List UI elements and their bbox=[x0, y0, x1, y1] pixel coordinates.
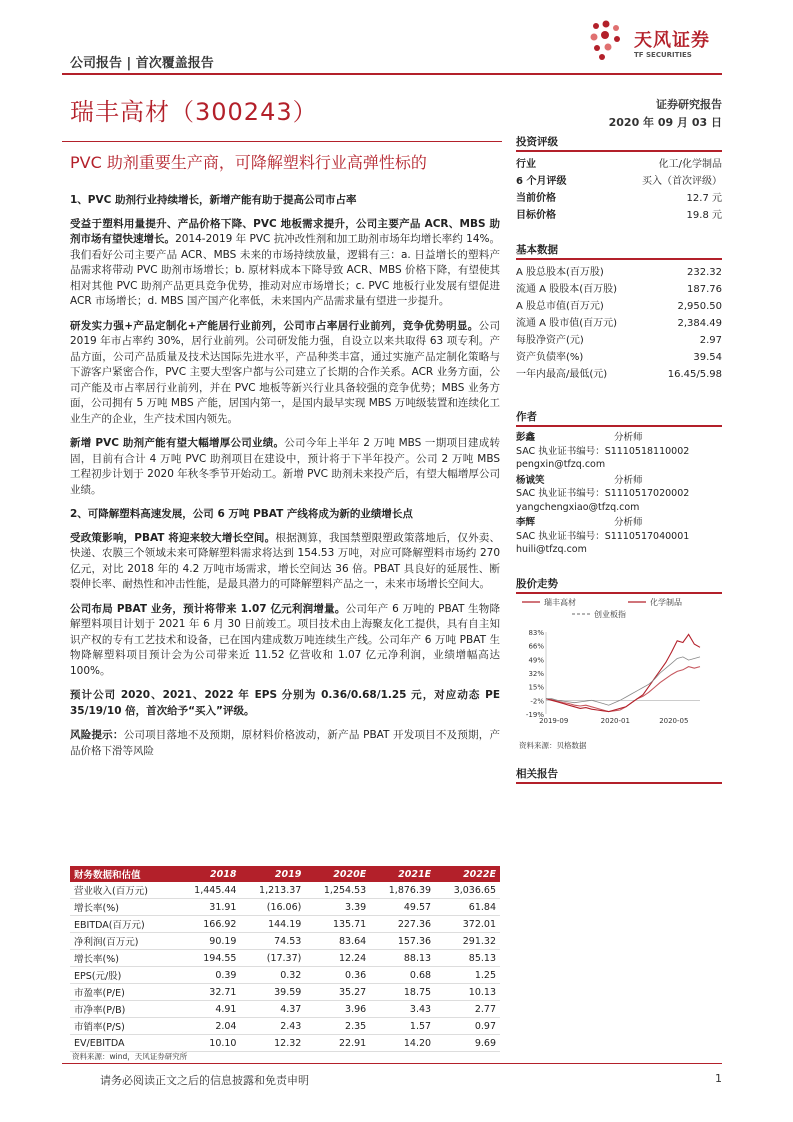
table-row bbox=[70, 1001, 500, 1018]
financial-table-header-cell: 2021E bbox=[370, 866, 435, 882]
table-row bbox=[70, 967, 500, 984]
financial-table bbox=[70, 866, 500, 1052]
table-cell: 135.71 bbox=[305, 916, 370, 933]
author-email[interactable]: huili@tfzq.com bbox=[516, 544, 587, 555]
table-cell: 157.36 bbox=[370, 933, 435, 950]
table-cell: 0.68 bbox=[370, 967, 435, 984]
table-cell: 372.01 bbox=[435, 916, 500, 933]
financial-table-source: 资料来源：wind，天风证券研究所 bbox=[72, 1052, 188, 1061]
basic-data-title: 基本数据 bbox=[516, 242, 722, 260]
paragraph-2-lead: 研发实力强+产品定制化+产能居行业前列，公司市占率居行业前列，竞争优势明显。 bbox=[70, 319, 479, 332]
y-tick-label: 15% bbox=[528, 683, 544, 692]
basic-data-label: 流通 A 股市值(百万元) bbox=[516, 318, 618, 329]
x-tick-label: 2019-09 bbox=[539, 717, 569, 725]
author-role: 分析师 bbox=[614, 474, 643, 486]
page-number: 1 bbox=[715, 1072, 722, 1085]
paragraph-4 bbox=[70, 531, 500, 593]
basic-data-label: A 股总股本(百万股) bbox=[516, 267, 604, 278]
table-cell: 1,876.39 bbox=[370, 882, 435, 899]
rating-title: 投资评级 bbox=[516, 134, 722, 152]
table-row bbox=[70, 882, 500, 899]
table-row bbox=[70, 1018, 500, 1035]
table-row bbox=[70, 899, 500, 916]
basic-data-value: 232.32 bbox=[687, 267, 722, 278]
paragraph-6-lead: 预计公司 2020、2021、2022 年 EPS 分别为 0.36/0.68/1.25 元，对应动态 PE 35/19/10 倍，首次给予“买入”评级。 bbox=[70, 689, 500, 717]
table-cell: 32.71 bbox=[176, 984, 241, 1001]
table-cell: 61.84 bbox=[435, 899, 500, 916]
title-divider bbox=[62, 141, 502, 142]
table-cell: EBITDA(百万元) bbox=[70, 916, 176, 933]
basic-data-value: 16.45/5.98 bbox=[667, 369, 722, 380]
paragraph-7-text: 公司项目落地不及预期，原材料价格波动，新产品 PBAT 开发项目不及预期，产品价格下滑等风险 bbox=[70, 729, 500, 757]
tf-logo-icon bbox=[588, 20, 632, 64]
author-cert: SAC 执业证书编号：S1110518110002 bbox=[516, 445, 690, 457]
basic-data-label: 一年内最高/最低(元) bbox=[516, 369, 608, 380]
financial-table-header bbox=[70, 866, 500, 882]
basic-data-label: 每股净资产(元) bbox=[516, 335, 584, 346]
y-tick-label: 49% bbox=[528, 656, 544, 665]
paragraph-5-lead: 公司布局 PBAT 业务，预计将带来 1.07 亿元利润增量。 bbox=[70, 602, 346, 615]
related-reports-title: 相关报告 bbox=[516, 766, 722, 784]
basic-data-row bbox=[516, 281, 722, 298]
table-cell: 1,213.37 bbox=[240, 882, 305, 899]
paragraph-3-lead: 新增 PVC 助剂产能有望大幅增厚公司业绩。 bbox=[70, 437, 285, 449]
authors-title: 作者 bbox=[516, 409, 722, 427]
rating-value: 12.7 元 bbox=[686, 193, 722, 204]
table-cell: 2.04 bbox=[176, 1018, 241, 1035]
basic-data-label: 资产负债率(%) bbox=[516, 352, 584, 363]
legend-label-2: 创业板指 bbox=[594, 610, 626, 619]
series-line-2 bbox=[546, 657, 700, 705]
y-tick-label: 32% bbox=[528, 670, 544, 678]
table-cell: 10.13 bbox=[435, 984, 500, 1001]
rating-value: 买入（首次评级） bbox=[642, 176, 722, 187]
table-cell: 市盈率(P/E) bbox=[70, 984, 176, 1001]
basic-data-value: 187.76 bbox=[687, 284, 722, 295]
table-cell: 12.24 bbox=[305, 950, 370, 967]
legend-label-1: 化学制品 bbox=[650, 598, 682, 607]
table-cell: 4.37 bbox=[240, 1001, 305, 1018]
basic-data-value: 2,384.49 bbox=[677, 318, 722, 329]
rating-row bbox=[516, 156, 722, 173]
author-role: 分析师 bbox=[614, 432, 643, 443]
table-cell: 增长率(%) bbox=[70, 950, 176, 967]
author-cert: SAC 执业证书编号：S1110517020002 bbox=[516, 488, 690, 499]
table-cell: 166.92 bbox=[176, 916, 241, 933]
table-cell: 3.39 bbox=[305, 899, 370, 916]
table-cell: EV/EBITDA bbox=[70, 1035, 176, 1052]
table-cell: 10.10 bbox=[176, 1035, 241, 1052]
table-cell: 0.39 bbox=[176, 967, 241, 984]
table-cell: 2.35 bbox=[305, 1018, 370, 1035]
section-2-title: 2、可降解塑料高速发展，公司 6 万吨 PBAT 产线将成为新的业绩增长点 bbox=[70, 508, 413, 520]
basic-data-value: 2.97 bbox=[699, 335, 722, 346]
table-cell: 74.53 bbox=[240, 933, 305, 950]
report-type: 证券研究报告 bbox=[656, 98, 722, 111]
rating-panel bbox=[516, 134, 722, 224]
table-cell: 83.64 bbox=[305, 933, 370, 950]
rating-label: 目标价格 bbox=[516, 210, 556, 221]
table-cell: (16.06) bbox=[240, 899, 305, 916]
table-cell: 2.77 bbox=[435, 1001, 500, 1018]
stock-price-chart bbox=[516, 596, 722, 731]
table-cell: 0.97 bbox=[435, 1018, 500, 1035]
paragraph-1-text: 2014-2019 年 PVC 抗冲改性剂和加工助剂市场年均增长率约 14%。我们看好公司主要产品 ACR、MBS 未来的市场持续放量，逻辑有三：a. 日益增长的塑料产品需求将带动 PVC 助剂市场增长；b. 原材料成本下降导致 ACR、MBS 价格下降，有望使其相对其他 PVC 助剂产品更具竞争优势，推动对应市场增长；c. PVC 地板行业发展有望促进 ACR 市场增长；d. MBS 国产国产化率低，未来国内产品需求量有望进一步提升。 bbox=[70, 233, 500, 307]
table-cell: 291.32 bbox=[435, 933, 500, 950]
table-cell: (17.37) bbox=[240, 950, 305, 967]
basic-data-label: 流通 A 股股本(百万股) bbox=[516, 284, 618, 295]
rating-value: 化工/化学制品 bbox=[658, 159, 722, 170]
paragraph-2-text: 公司 2019 年市占率约 30%，居行业前列。公司研发能力强，自设立以来共取得 63 项专利。产品方面，公司产品质量及技术达国际先进水平，产品种类丰富，通过实施产品定制化策略与下游客户紧密合作，PVC 主要大型客户都与公司建立了长期的合作关系。ACR 业务方面，公司产能及市占率居行业前列，并在 PVC 地板等新兴行业具备较强的竞争优势；MBS 业务方面，公司拥有 5 万吨 MBS 产能，居国内第一，是国内最早实现 MBS 万吨级装置和连续化工业生产的企业，生产技术国内领先。 bbox=[70, 319, 500, 425]
rating-value: 19.8 元 bbox=[686, 210, 722, 221]
table-cell: 31.91 bbox=[176, 899, 241, 916]
table-cell: 1.57 bbox=[370, 1018, 435, 1035]
paragraph-6 bbox=[70, 688, 500, 719]
table-cell: 22.91 bbox=[305, 1035, 370, 1052]
paragraph-5 bbox=[70, 602, 500, 680]
logo-text-en: TF SECURITIES bbox=[634, 51, 692, 59]
basic-data-row bbox=[516, 264, 722, 281]
table-cell: 市净率(P/B) bbox=[70, 1001, 176, 1018]
table-cell: 39.59 bbox=[240, 984, 305, 1001]
logo-text-cn: 天风证券 bbox=[634, 30, 710, 51]
rating-row bbox=[516, 173, 722, 190]
rating-row bbox=[516, 207, 722, 224]
basic-data-row bbox=[516, 332, 722, 349]
rating-label: 当前价格 bbox=[516, 193, 556, 204]
author-name: 彭鑫 bbox=[516, 432, 536, 443]
table-cell: EPS(元/股) bbox=[70, 967, 176, 984]
table-cell: 14.20 bbox=[370, 1035, 435, 1052]
table-cell: 144.19 bbox=[240, 916, 305, 933]
table-row bbox=[70, 933, 500, 950]
table-cell: 35.27 bbox=[305, 984, 370, 1001]
table-cell: 1.25 bbox=[435, 967, 500, 984]
stock-chart-source: 资料来源：贝格数据 bbox=[519, 741, 587, 750]
table-cell: 88.13 bbox=[370, 950, 435, 967]
table-row bbox=[70, 950, 500, 967]
section-1-title: 1、PVC 助剂行业持续增长，新增产能有助于提高公司市占率 bbox=[70, 194, 357, 206]
table-cell: 85.13 bbox=[435, 950, 500, 967]
paragraph-2 bbox=[70, 319, 500, 428]
author-cert: SAC 执业证书编号：S1110517040001 bbox=[516, 530, 690, 542]
author-email[interactable]: pengxin@tfzq.com bbox=[516, 459, 606, 470]
y-tick-label: 66% bbox=[528, 642, 544, 651]
table-cell: 市销率(P/S) bbox=[70, 1018, 176, 1035]
table-cell: 0.32 bbox=[240, 967, 305, 984]
authors-panel bbox=[516, 409, 722, 559]
author-entry bbox=[516, 431, 722, 472]
paragraph-1-lead: 受益于塑料用量提升、产品价格下降、PVC 地板需求提升，公司主要产品 ACR、MBS 助剂市场有望快速增长。 bbox=[70, 217, 500, 245]
basic-data-value: 2,950.50 bbox=[677, 301, 722, 312]
table-row bbox=[70, 1035, 500, 1052]
paragraph-4-lead: 受政策影响，PBAT 将迎来较大增长空间。 bbox=[70, 531, 276, 544]
table-row bbox=[70, 916, 500, 933]
table-cell: 0.36 bbox=[305, 967, 370, 984]
table-cell: 18.75 bbox=[370, 984, 435, 1001]
related-reports-panel bbox=[516, 766, 722, 788]
table-cell: 3.96 bbox=[305, 1001, 370, 1018]
report-headline: PVC 助剂重要生产商，可降解塑料行业高弹性标的 bbox=[70, 153, 427, 172]
rating-row bbox=[516, 190, 722, 207]
report-date: 2020 年 09 月 03 日 bbox=[608, 116, 722, 129]
basic-data-label: A 股总市值(百万元) bbox=[516, 301, 604, 312]
footer-divider bbox=[62, 1063, 722, 1064]
paragraph-7-lead: 风险提示： bbox=[70, 729, 124, 741]
report-breadcrumb: 公司报告 | 首次覆盖报告 bbox=[70, 56, 214, 71]
author-name: 杨诚笑 bbox=[516, 474, 545, 486]
paragraph-3-text: 公司今年上半年 2 万吨 MBS 一期项目建成转固，目前有合计 4 万吨 PVC 助剂项目在建设中，预计将于下半年投产。公司 2 万吨 MBS 工程初步计划于 2020 年秋冬季节开始动工。新增 PVC 助剂未来投产后，有望大幅增厚公司业绩。 bbox=[70, 437, 500, 496]
financial-table-header-cell: 2020E bbox=[305, 866, 370, 882]
table-cell: 9.69 bbox=[435, 1035, 500, 1052]
company-name: 瑞丰高材（300243） bbox=[70, 98, 318, 126]
table-cell: 3,036.65 bbox=[435, 882, 500, 899]
x-tick-label: 2020-01 bbox=[600, 717, 630, 725]
basic-data-row bbox=[516, 298, 722, 315]
author-entry bbox=[516, 516, 722, 557]
author-role: 分析师 bbox=[614, 517, 643, 528]
y-tick-label: -19% bbox=[525, 711, 544, 719]
table-cell: 12.32 bbox=[240, 1035, 305, 1052]
header-divider bbox=[62, 73, 722, 75]
basic-data-panel bbox=[516, 242, 722, 383]
x-tick-label: 2020-05 bbox=[659, 717, 689, 725]
paragraph-3 bbox=[70, 436, 500, 498]
table-cell: 227.36 bbox=[370, 916, 435, 933]
table-cell: 2.43 bbox=[240, 1018, 305, 1035]
stock-panel bbox=[516, 576, 722, 598]
basic-data-row bbox=[516, 315, 722, 332]
paragraph-4-text: 根据测算，我国禁塑限塑政策落地后，仅外卖、快递、农膜三个领域未来可降解塑料需求将达到 154.53 万吨，对应可降解塑料市场约 270 亿元，对比 2018 年的 4.2 万吨市场需求，增长空间达 36 倍。PBAT 具良好的延展性、断裂伸长率、耐热性和冲击性能，是最具潜力的可降解塑料产品之一，未来市场增长空间大。 bbox=[70, 531, 501, 590]
financial-table-header-cell: 2019 bbox=[240, 866, 305, 882]
basic-data-value: 39.54 bbox=[693, 352, 722, 363]
author-name: 李辉 bbox=[516, 517, 536, 528]
table-row bbox=[70, 984, 500, 1001]
paragraph-1 bbox=[70, 217, 500, 310]
table-cell: 194.55 bbox=[176, 950, 241, 967]
table-cell: 1,254.53 bbox=[305, 882, 370, 899]
main-body bbox=[70, 193, 500, 768]
stock-title: 股价走势 bbox=[516, 576, 722, 594]
footer-disclaimer: 请务必阅读正文之后的信息披露和免责申明 bbox=[100, 1074, 309, 1087]
table-cell: 1,445.44 bbox=[176, 882, 241, 899]
table-cell: 3.43 bbox=[370, 1001, 435, 1018]
rating-label: 行业 bbox=[516, 159, 536, 170]
rating-label: 6 个月评级 bbox=[516, 176, 567, 187]
basic-data-row bbox=[516, 366, 722, 383]
table-cell: 90.19 bbox=[176, 933, 241, 950]
table-cell: 增长率(%) bbox=[70, 899, 176, 916]
financial-table-header-cell: 财务数据和估值 bbox=[70, 866, 176, 882]
legend-label-0: 瑞丰高材 bbox=[544, 598, 576, 607]
financial-table-header-cell: 2022E bbox=[435, 866, 500, 882]
table-cell: 49.57 bbox=[370, 899, 435, 916]
series-line-0 bbox=[546, 634, 700, 711]
table-cell: 净利润(百万元) bbox=[70, 933, 176, 950]
paragraph-7 bbox=[70, 728, 500, 759]
financial-table-header-cell: 2018 bbox=[176, 866, 241, 882]
y-tick-label: -2% bbox=[530, 697, 544, 706]
author-entry bbox=[516, 474, 722, 515]
basic-data-row bbox=[516, 349, 722, 366]
author-email[interactable]: yangchengxiao@tfzq.com bbox=[516, 501, 640, 513]
paragraph-5-text: 公司年产 6 万吨的 PBAT 生物降解塑料项目计划于 2021 年 6 月 30 日前竣工。项目技术由上海聚友化工提供，具有自主知识产权的专有工艺技术和设备，已在国内建成数万吨连续生产线。公司年产 6 万吨 PBAT 生物降解塑料项目预计会为公司带来近 11.52 亿营收和 1.07 亿元净利润，业绩增幅高达 100%。 bbox=[70, 602, 500, 677]
y-tick-label: 83% bbox=[528, 629, 544, 637]
table-cell: 营业收入(百万元) bbox=[70, 882, 176, 899]
table-cell: 4.91 bbox=[176, 1001, 241, 1018]
